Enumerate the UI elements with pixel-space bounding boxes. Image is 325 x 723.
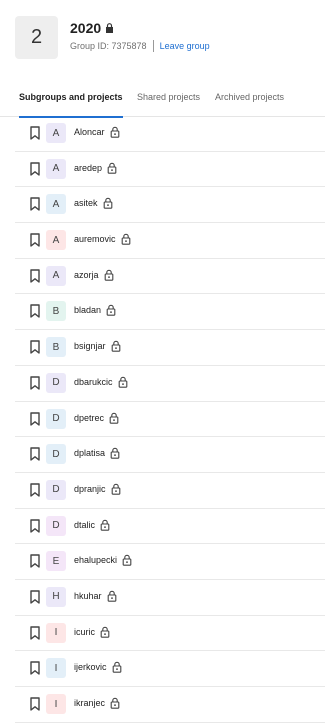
project-name[interactable]: ehalupecki [74, 555, 118, 566]
bookmark-icon[interactable] [29, 447, 41, 461]
bookmark-icon[interactable] [29, 697, 41, 711]
project-name[interactable]: ikranjec [74, 698, 106, 708]
bookmark-icon[interactable] [29, 162, 41, 176]
lock-icon [110, 697, 120, 709]
project-avatar [46, 194, 66, 214]
lock-icon [104, 269, 114, 281]
project-avatar-letter: D [52, 413, 60, 424]
lock-icon [106, 304, 116, 316]
project-list [15, 116, 325, 723]
project-avatar-letter: D [52, 377, 60, 389]
tab-archived-projects[interactable]: Archived projects [215, 92, 285, 102]
list-item[interactable] [15, 330, 325, 366]
bookmark-icon[interactable] [29, 340, 41, 354]
lock-icon [122, 554, 132, 566]
project-avatar [46, 444, 66, 464]
lock-icon [107, 162, 117, 174]
lock-icon [112, 661, 122, 673]
bookmark-icon[interactable] [29, 412, 41, 426]
bookmark-icon[interactable] [29, 304, 41, 318]
list-item[interactable] [15, 616, 325, 652]
project-name[interactable]: bsignjar [74, 341, 106, 352]
project-avatar [46, 301, 66, 321]
project-avatar [46, 159, 66, 179]
project-name[interactable]: asitek [74, 198, 98, 209]
project-avatar-letter: B [52, 305, 60, 317]
project-avatar-letter: E [52, 555, 60, 567]
bookmark-icon[interactable] [29, 554, 41, 568]
group-avatar [15, 16, 58, 59]
list-item[interactable] [15, 116, 325, 152]
lock-icon [111, 340, 121, 352]
project-avatar-letter: I [54, 627, 58, 639]
tab-subgroups-and-projects[interactable]: Subgroups and projects [19, 92, 123, 118]
project-name[interactable]: Aloncar [74, 127, 105, 137]
project-avatar [46, 623, 66, 643]
lock-icon [118, 376, 128, 388]
project-avatar [46, 516, 66, 536]
lock-icon [110, 126, 120, 138]
lock-icon [110, 447, 120, 459]
bookmark-icon[interactable] [29, 483, 41, 497]
project-avatar-letter: D [52, 484, 60, 496]
project-avatar-letter: A [52, 234, 60, 246]
lock-icon [111, 483, 121, 495]
project-avatar [46, 587, 66, 607]
bookmark-icon[interactable] [29, 233, 41, 247]
bookmark-icon[interactable] [29, 626, 41, 640]
project-avatar [46, 551, 66, 571]
list-item[interactable] [15, 259, 325, 295]
bookmark-icon[interactable] [29, 590, 41, 604]
project-avatar-letter: A [52, 198, 60, 210]
project-avatar [46, 266, 66, 286]
project-name[interactable]: dtalic [74, 519, 96, 530]
lock-icon [103, 197, 113, 209]
tab-bar [0, 84, 325, 117]
project-avatar [46, 480, 66, 500]
list-item[interactable] [15, 544, 325, 580]
bookmark-icon[interactable] [29, 197, 41, 211]
lock-icon [105, 23, 114, 33]
list-item[interactable] [15, 687, 325, 723]
project-avatar-letter: H [52, 591, 60, 603]
project-avatar [46, 658, 66, 678]
list-item[interactable] [15, 509, 325, 545]
list-item[interactable] [15, 152, 325, 188]
leave-group-link[interactable]: Leave group [159, 41, 210, 51]
list-item[interactable] [15, 402, 325, 438]
lock-icon [100, 626, 110, 638]
project-name[interactable]: icuric [74, 626, 96, 637]
group-meta [70, 40, 210, 52]
project-avatar [46, 373, 66, 393]
lock-icon [100, 519, 110, 531]
project-avatar [46, 694, 66, 714]
project-avatar-letter: D [52, 520, 60, 532]
group-id: Group ID: 7375878 [70, 41, 147, 51]
project-avatar-letter: I [54, 698, 58, 710]
project-avatar [46, 337, 66, 357]
list-item[interactable] [15, 473, 325, 509]
project-name[interactable]: dbarukcic [74, 376, 113, 387]
group-title [70, 20, 114, 36]
meta-separator [153, 40, 154, 52]
group-name: 2020 [70, 20, 102, 36]
project-avatar-letter: D [52, 448, 60, 460]
project-avatar-letter: B [52, 341, 60, 353]
project-name[interactable]: auremovic [74, 234, 116, 245]
project-avatar-letter: A [52, 163, 60, 175]
lock-icon [121, 233, 131, 245]
bookmark-icon[interactable] [29, 376, 41, 390]
list-item[interactable] [15, 580, 325, 616]
list-item[interactable] [15, 437, 325, 473]
project-name[interactable]: hkuhar [74, 590, 102, 601]
project-avatar-letter: I [54, 662, 58, 674]
lock-icon [109, 412, 119, 424]
project-name[interactable]: aredep [74, 162, 103, 173]
list-item[interactable] [15, 651, 325, 687]
bookmark-icon[interactable] [29, 269, 41, 283]
tab-shared-projects[interactable]: Shared projects [137, 92, 201, 102]
project-avatar-letter: A [52, 270, 60, 282]
list-item[interactable] [15, 366, 325, 402]
project-name[interactable]: bladan [74, 305, 102, 316]
bookmark-icon[interactable] [29, 661, 41, 675]
bookmark-icon[interactable] [29, 126, 41, 140]
project-name[interactable]: azorja [74, 269, 99, 280]
group-avatar-letter: 2 [30, 26, 43, 48]
project-avatar [46, 123, 66, 143]
list-item[interactable] [15, 294, 325, 330]
group-header [0, 0, 325, 80]
project-name[interactable]: dpetrec [74, 412, 105, 423]
list-item[interactable] [15, 187, 325, 223]
project-avatar-letter: A [52, 127, 60, 139]
project-name[interactable]: dplatisa [74, 448, 106, 459]
project-name[interactable]: dpranjic [74, 483, 106, 494]
project-avatar [46, 230, 66, 250]
bookmark-icon[interactable] [29, 519, 41, 533]
project-avatar [46, 409, 66, 429]
lock-icon [107, 590, 117, 602]
project-name[interactable]: ijerkovic [74, 662, 107, 673]
list-item[interactable] [15, 223, 325, 259]
